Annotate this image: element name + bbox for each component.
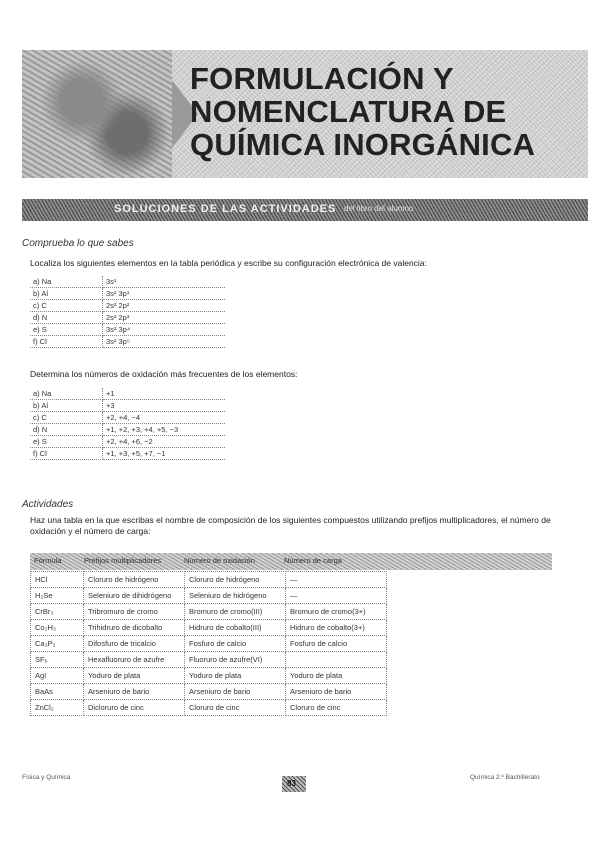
table-row [31,684,387,700]
oxidation-name-cell: Cloruro de cinc [185,700,286,716]
value-cell: 3s² 3p⁵ [103,336,226,348]
table-row [30,312,225,324]
value-cell: 3s² 3p¹ [103,288,226,300]
element-cell: c) C [30,412,103,424]
element-cell: a) Na [30,388,103,400]
charge-name-cell: — [286,572,387,588]
element-cell: a) Na [30,276,103,288]
value-cell: 3s¹ [103,276,226,288]
value-cell: 2s² 2p³ [103,312,226,324]
element-cell: f) Cl [30,336,103,348]
valence-table [30,276,225,348]
names-table-header [30,553,552,570]
prefix-name-cell: Arseniuro de bario [84,684,185,700]
prefix-name-cell: Tribromuro de cromo [84,604,185,620]
formula-cell: H₂Se [31,588,84,604]
prefix-name-cell: Yoduro de plata [84,668,185,684]
oxidation-name-cell: Bromuro de cromo(III) [185,604,286,620]
section2-heading: Actividades [22,499,74,510]
page-number: 83 [287,779,296,788]
table-row [31,636,387,652]
band-title: SOLUCIONES DE LAS ACTIVIDADES [114,203,337,215]
oxidation-name-cell: Fosfuro de calcio [185,636,286,652]
element-cell: e) S [30,324,103,336]
value-cell: +1, +3, +5, +7, −1 [103,448,226,460]
header-charge: Número de carga [284,556,342,565]
element-cell: b) Al [30,288,103,300]
table-row [30,448,225,460]
value-cell: 2s² 2p² [103,300,226,312]
table-row [31,652,387,668]
table-row [30,388,225,400]
element-cell: f) Cl [30,448,103,460]
header-oxidation: Número de oxidación [184,556,255,565]
table-row [31,572,387,588]
element-cell: d) N [30,424,103,436]
section2-instruction: Haz una tabla en la que escribas el nombre de composición de los siguientes compuestos utilizando prefijos multiplicadores, el número de oxidación y el número de carga: [30,515,551,536]
section1-heading: Comprueba lo que sabes [22,238,134,249]
prefix-name-cell: Cloruro de hidrógeno [84,572,185,588]
charge-name-cell: Fosfuro de calcio [286,636,387,652]
oxidation-name-cell: Arseniuro de bario [185,684,286,700]
page-title [190,62,535,161]
table-row [30,324,225,336]
formula-cell: AgI [31,668,84,684]
element-cell: b) Al [30,400,103,412]
formula-cell: CrBr₃ [31,604,84,620]
prefix-name-cell: Difosfuro de tricalcio [84,636,185,652]
table-row [31,700,387,716]
value-cell: +3 [103,400,226,412]
table-row [30,276,225,288]
title-line-1: FORMULACIÓN Y [190,61,454,96]
table-row [30,288,225,300]
footer-right-text: Química 2.º Bachillerato [470,774,540,781]
table-row [30,400,225,412]
charge-name-cell: Arseniuro de bario [286,684,387,700]
value-cell: +1 [103,388,226,400]
charge-name-cell: Bromuro de cromo(3+) [286,604,387,620]
oxidation-table [30,388,225,460]
formula-cell: BaAs [31,684,84,700]
value-cell: +2, +4, −4 [103,412,226,424]
footer-left-text: Física y Química [22,774,71,781]
formula-cell: SF₆ [31,652,84,668]
oxidation-name-cell: Seleniuro de hidrógeno [185,588,286,604]
table-row [31,588,387,604]
oxidation-name-cell: Hidruro de cobalto(III) [185,620,286,636]
prefix-name-cell: Seleniuro de dihidrógeno [84,588,185,604]
prefix-name-cell: Trihidruro de dicobalto [84,620,185,636]
charge-name-cell: Cloruro de cinc [286,700,387,716]
table-row [30,336,225,348]
header-prefixes: Prefijos multiplicadores [84,556,162,565]
formula-cell: Ca₃P₂ [31,636,84,652]
value-cell: +2, +4, +6, −2 [103,436,226,448]
charge-name-cell: Yoduro de plata [286,668,387,684]
section1-instruction-1: Localiza los siguientes elementos en la tabla periódica y escribe su configuración electrónica de valencia: [30,258,427,268]
value-cell: 3s² 3p⁴ [103,324,226,336]
value-cell: +1, +2, +3, +4, +5, −3 [103,424,226,436]
section-band [22,199,588,221]
header-formula: Fórmula [34,556,62,565]
section1-instruction-2: Determina los números de oxidación más frecuentes de los elementos: [30,369,298,379]
charge-name-cell [286,652,387,668]
header-photo [22,50,172,178]
prefix-name-cell: Hexafluoruro de azufre [84,652,185,668]
oxidation-name-cell: Cloruro de hidrógeno [185,572,286,588]
formula-cell: HCl [31,572,84,588]
charge-name-cell: Hidruro de cobalto(3+) [286,620,387,636]
table-row [31,620,387,636]
oxidation-name-cell: Fluoruro de azufre(VI) [185,652,286,668]
table-row [30,300,225,312]
formula-cell: Co₂H₃ [31,620,84,636]
page-number-badge [282,776,306,792]
charge-name-cell: — [286,588,387,604]
nomenclature-table [30,571,387,716]
formula-cell: ZnCl₂ [31,700,84,716]
table-row [31,668,387,684]
table-row [30,424,225,436]
element-cell: e) S [30,436,103,448]
element-cell: d) N [30,312,103,324]
element-cell: c) C [30,300,103,312]
title-line-3: QUÍMICA INORGÁNICA [190,127,536,162]
oxidation-name-cell: Yoduro de plata [185,668,286,684]
prefix-name-cell: Dicloruro de cinc [84,700,185,716]
table-row [30,412,225,424]
table-row [30,436,225,448]
band-subtitle: del libro del alumno [344,204,414,213]
title-line-2: NOMENCLATURA DE [190,94,507,129]
table-row [31,604,387,620]
